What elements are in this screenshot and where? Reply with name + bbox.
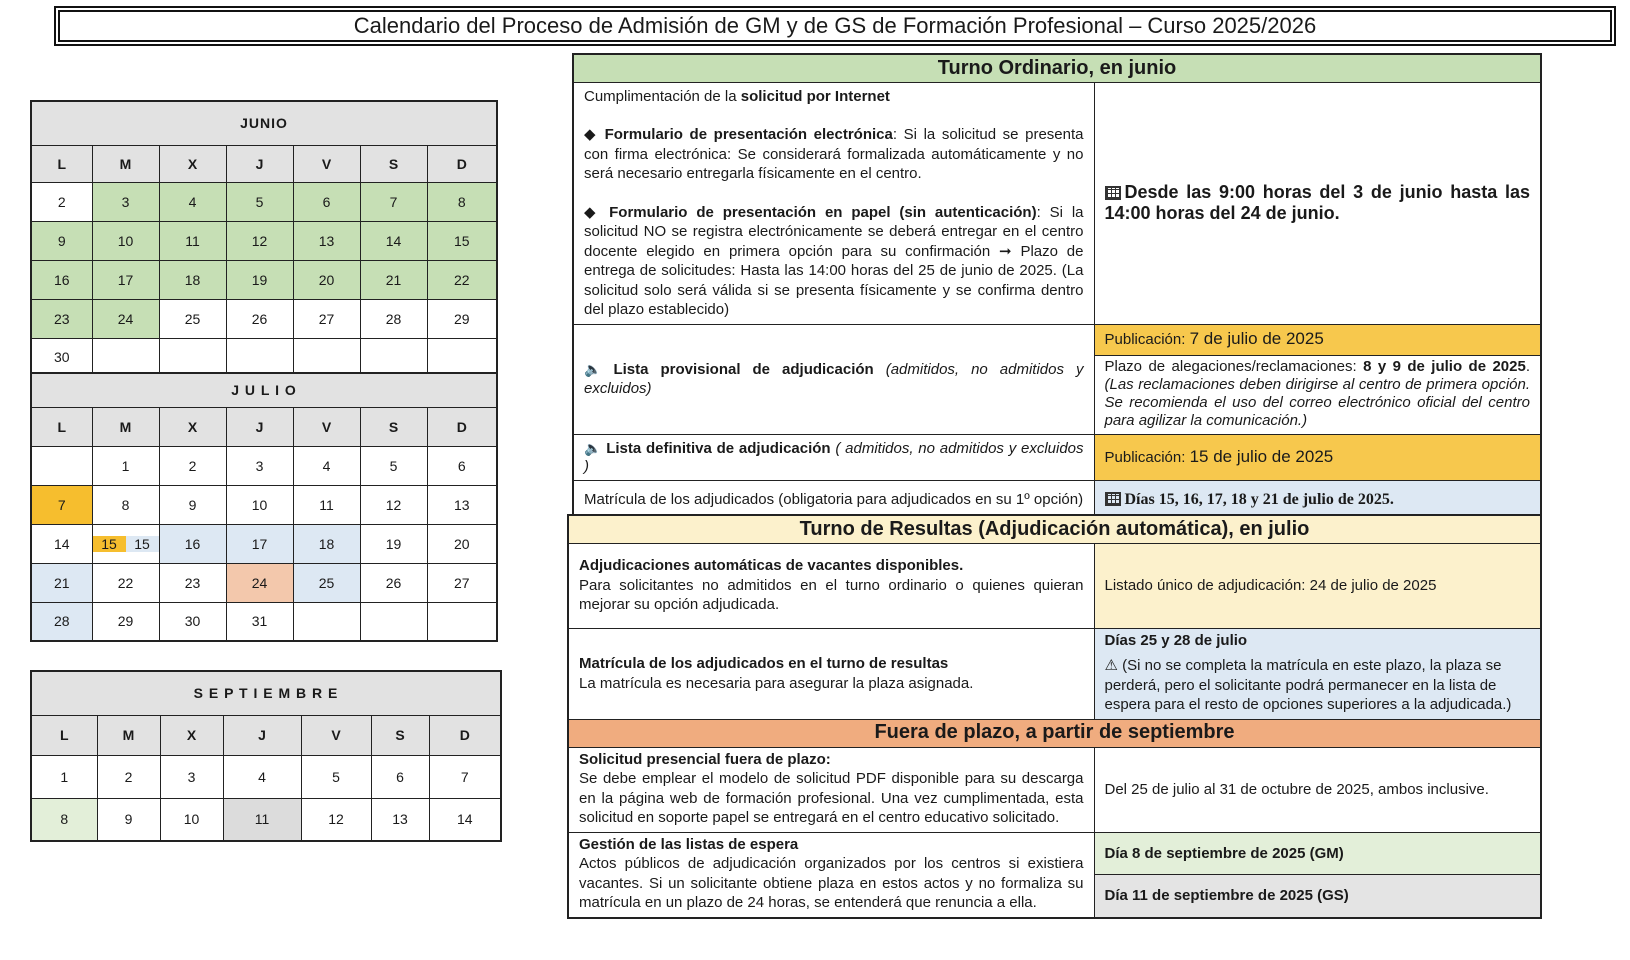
day-cell: 16 [31, 260, 92, 299]
alegaciones-dates: 8 y 9 de julio de 2025 [1363, 357, 1526, 375]
calendar-icon [1105, 186, 1121, 200]
aviso-text: (Si no se completa la matrícula en este plazo, la plaza se perderá, pero el solicitante podrá permanecer en la lista de espera para el resto de opciones superiores a la adjudicada.) [1104, 657, 1512, 713]
alegaciones-note: (Las reclamaciones deben dirigirse al centro de primera opción. Se recomienda el uso del correo electrónico oficial del centro para agilizar la comunicación.) [1104, 375, 1531, 429]
definitiva-publicacion [1094, 434, 1541, 480]
day-cell: 24 [226, 563, 293, 602]
week-row [31, 798, 501, 841]
calendar-junio [30, 100, 498, 378]
week-row [31, 563, 497, 602]
day-cell: 9 [159, 485, 226, 524]
week-row [31, 602, 497, 641]
day-cell: 22 [427, 260, 497, 299]
day-cell: 15 [427, 221, 497, 260]
day-cell: 1 [31, 755, 97, 798]
weekday-header: L [31, 145, 92, 182]
matricula-dias-text: Días 15, 16, 17, 18 y 21 de julio de 2025. [1124, 491, 1394, 508]
plazo-cell [1094, 82, 1541, 324]
listas-espera-text: Actos públicos de adjudicación organizados por los centros si existiera vacantes. Si un solicitante obtiene plaza en estos actos y no formaliza su matrícula en un plazo de 24 horas, se entenderá que renuncia a ella. [579, 855, 1084, 911]
day-cell: 14 [429, 798, 501, 841]
day-cell: 10 [92, 221, 159, 260]
week-row [31, 524, 497, 563]
day-cell: 26 [226, 299, 293, 338]
form-papel-text: : Si la solicitud NO se registra electrónicamente se deberá entregar en el centro docente elegido en primera opción para su confirmación ➞ Plazo de entrega de solicitudes: Hasta las 14:00 horas del 25 de junio de 2025. (La solicitud solo será válida si se presenta físicamente y se confirma dentro del plazo establecido) [584, 203, 1084, 318]
matricula-resultas-title: Matrícula de los adjudicados en el turno de resultas [579, 655, 949, 672]
alegaciones-label: Plazo de alegaciones/reclamaciones: [1104, 357, 1364, 375]
day-cell: 3 [226, 446, 293, 485]
adjudicaciones-text: Para solicitantes no admitidos en el turno ordinario o quienes quieran mejorar su opción adjudicada. [579, 576, 1084, 614]
day-cell: 9 [31, 221, 92, 260]
day-cell: 12 [301, 798, 371, 841]
day-cell: 31 [226, 602, 293, 641]
solicitud-label: Cumplimentación de la [584, 87, 741, 105]
week-row [31, 221, 497, 260]
solicitud-presencial-text: Se debe emplear el modelo de solicitud PDF disponible para su descarga en la página web de formación profesional. Una vez cumplimentada, esta solicitud en soporte papel se entregará en el centro educativo solicitado. [579, 770, 1084, 826]
calendar-septiembre [30, 670, 502, 842]
weekday-header: J [223, 715, 301, 755]
day-cell: 23 [159, 563, 226, 602]
day-cell: 5 [360, 446, 427, 485]
fuera-plazo-header: Fuera de plazo, a partir de septiembre [568, 719, 1541, 747]
day-cell: 3 [160, 755, 223, 798]
day-cell: 7 [429, 755, 501, 798]
day-cell: 23 [31, 299, 92, 338]
day-cell: 20 [293, 260, 360, 299]
diamond-icon: ◆ [584, 203, 601, 221]
weekday-header: D [427, 145, 497, 182]
pub-date: 15 de julio de 2025 [1189, 446, 1334, 466]
weekday-header: M [92, 145, 159, 182]
week-row [31, 260, 497, 299]
day-cell: 12 [360, 485, 427, 524]
day-cell: 29 [427, 299, 497, 338]
provisional-publicacion [1094, 324, 1541, 355]
solicitud-cell [573, 82, 1094, 324]
provisional-text: (admitidos, no admitidos y excluidos) [584, 360, 1084, 397]
matricula-resultas-text: La matrícula es necesaria para asegurar la plaza asignada. [579, 674, 974, 692]
adjudicaciones-cell [568, 543, 1094, 628]
day-cell: 3 [92, 182, 159, 221]
day-cell: 28 [31, 602, 92, 641]
day-cell: 25 [293, 563, 360, 602]
weekday-header: S [371, 715, 429, 755]
calendar-julio [30, 372, 498, 642]
alegaciones-dot: . [1525, 357, 1530, 375]
alegaciones-cell [1094, 355, 1541, 434]
day-cell: 27 [293, 299, 360, 338]
fecha-gm: Día 8 de septiembre de 2025 (GM) [1094, 832, 1541, 875]
dias-text: Días 25 y 28 de julio [1104, 631, 1248, 649]
plazo-text: Desde las 9:00 horas del 3 de junio hasta las 14:00 horas del 24 de junio. [1104, 182, 1531, 223]
day-cell: 20 [427, 524, 497, 563]
listas-espera-cell [568, 832, 1094, 918]
day-cell: 6 [293, 182, 360, 221]
solicitud-bold: solicitud por Internet [740, 87, 890, 105]
day-cell [293, 602, 360, 641]
weekday-header: L [31, 407, 92, 446]
day-cell: 4 [293, 446, 360, 485]
turno-resultas-header: Turno de Resultas (Adjudicación automática), en julio [568, 515, 1541, 543]
day-cell: 17 [92, 260, 159, 299]
definitiva-text: ( admitidos, no admitidos y excluidos ) [584, 439, 1084, 475]
day-cell: 4 [159, 182, 226, 221]
provisional-title: Lista provisional de adjudicación [613, 360, 874, 378]
month-title: S E P T I E M B R E [31, 671, 501, 715]
definitiva-title: Lista definitiva de adjudicación [606, 439, 831, 457]
day-cell: 30 [159, 602, 226, 641]
weekday-header: X [159, 407, 226, 446]
day-cell: 7 [360, 182, 427, 221]
day-cell: 18 [293, 524, 360, 563]
week-row [31, 182, 497, 221]
day-cell: 19 [226, 260, 293, 299]
day-cell [92, 524, 159, 563]
day-cell: 2 [97, 755, 160, 798]
day-cell: 6 [427, 446, 497, 485]
week-row [31, 485, 497, 524]
pub-label: Publicación: [1104, 448, 1190, 466]
day-cell-part: 15 [126, 536, 159, 552]
form-elec-title: Formulario de presentación electrónica [604, 126, 893, 143]
matricula-cell: Matrícula de los adjudicados (obligatoria para adjudicados en su 1º opción) [573, 480, 1094, 520]
turno-ordinario-header: Turno Ordinario, en junio [573, 54, 1541, 82]
day-cell: 8 [92, 485, 159, 524]
form-papel-title: Formulario de presentación en papel (sin autenticación) [609, 203, 1037, 221]
diamond-icon: ◆ [584, 126, 598, 143]
day-cell: 18 [159, 260, 226, 299]
day-cell [31, 446, 92, 485]
day-cell: 11 [293, 485, 360, 524]
day-cell: 28 [360, 299, 427, 338]
weekday-header: D [429, 715, 501, 755]
day-cell: 11 [159, 221, 226, 260]
speaker-icon: 🔈 [584, 439, 602, 456]
day-cell: 7 [31, 485, 92, 524]
day-cell: 6 [371, 755, 429, 798]
day-cell: 30 [31, 338, 92, 377]
day-cell: 26 [360, 563, 427, 602]
warning-icon: ⚠ [1104, 657, 1118, 674]
day-cell: 8 [427, 182, 497, 221]
day-cell: 14 [360, 221, 427, 260]
day-cell: 2 [31, 182, 92, 221]
day-cell: 14 [31, 524, 92, 563]
adjudicaciones-title: Adjudicaciones automáticas de vacantes disponibles. [579, 557, 964, 575]
day-cell: 1 [92, 446, 159, 485]
day-cell: 11 [223, 798, 301, 841]
day-cell: 21 [31, 563, 92, 602]
week-row [31, 299, 497, 338]
day-cell-part: 15 [93, 536, 126, 552]
weekday-header: M [97, 715, 160, 755]
day-cell [427, 602, 497, 641]
day-cell: 10 [226, 485, 293, 524]
day-cell: 17 [226, 524, 293, 563]
day-cell: 25 [159, 299, 226, 338]
weekday-header: J [226, 407, 293, 446]
weekday-header: J [226, 145, 293, 182]
solicitud-presencial-cell [568, 747, 1094, 832]
weekday-header: S [360, 407, 427, 446]
day-cell: 4 [223, 755, 301, 798]
day-cell: 13 [293, 221, 360, 260]
pub-date: 7 de julio de 2025 [1189, 329, 1324, 349]
month-title: JUNIO [31, 101, 497, 145]
day-cell: 22 [92, 563, 159, 602]
day-cell: 5 [226, 182, 293, 221]
weekday-header: X [159, 145, 226, 182]
day-cell: 16 [159, 524, 226, 563]
pub-label: Publicación: [1104, 331, 1190, 349]
week-row [31, 446, 497, 485]
speaker-icon: 🔈 [584, 360, 602, 377]
listas-espera-title: Gestión de las listas de espera [579, 835, 799, 853]
week-row [31, 755, 501, 798]
turno-ordinario-table [572, 53, 1542, 521]
matricula-resultas-dias [1094, 628, 1541, 719]
form-elec-text: : Si la solicitud se presenta con firma electrónica: Se considerará formalizada automáticamente y no será necesario entregarla físicamente en el centro. [584, 126, 1084, 182]
day-cell: 8 [31, 798, 97, 841]
definitiva-cell [573, 434, 1094, 480]
day-cell [360, 602, 427, 641]
weekday-header: M [92, 407, 159, 446]
solicitud-presencial-title: Solicitud presencial fuera de plazo: [579, 750, 831, 768]
turno-resultas-table [567, 514, 1542, 919]
weekday-header: V [293, 407, 360, 446]
month-title: J U L I O [31, 373, 497, 407]
day-cell: 12 [226, 221, 293, 260]
day-cell: 9 [97, 798, 160, 841]
weekday-header: L [31, 715, 97, 755]
matricula-resultas-cell [568, 628, 1094, 719]
day-cell: 21 [360, 260, 427, 299]
weekday-header: X [160, 715, 223, 755]
solicitud-presencial-fecha: Del 25 de julio al 31 de octubre de 2025, ambos inclusive. [1094, 747, 1541, 832]
day-cell: 19 [360, 524, 427, 563]
fecha-gs: Día 11 de septiembre de 2025 (GS) [1094, 875, 1541, 918]
weekday-header: D [427, 407, 497, 446]
day-cell: 24 [92, 299, 159, 338]
day-cell: 13 [427, 485, 497, 524]
provisional-cell [573, 324, 1094, 434]
day-cell: 13 [371, 798, 429, 841]
weekday-header: S [360, 145, 427, 182]
weekday-header: V [301, 715, 371, 755]
day-cell: 29 [92, 602, 159, 641]
listado-cell: Listado único de adjudicación: 24 de julio de 2025 [1094, 543, 1541, 628]
day-cell: 2 [159, 446, 226, 485]
calendar-icon [1105, 492, 1121, 506]
page-title: Calendario del Proceso de Admisión de GM y de GS de Formación Profesional – Curso 2025/2026 [58, 10, 1612, 42]
day-cell: 10 [160, 798, 223, 841]
day-cell: 5 [301, 755, 371, 798]
weekday-header: V [293, 145, 360, 182]
day-cell: 27 [427, 563, 497, 602]
